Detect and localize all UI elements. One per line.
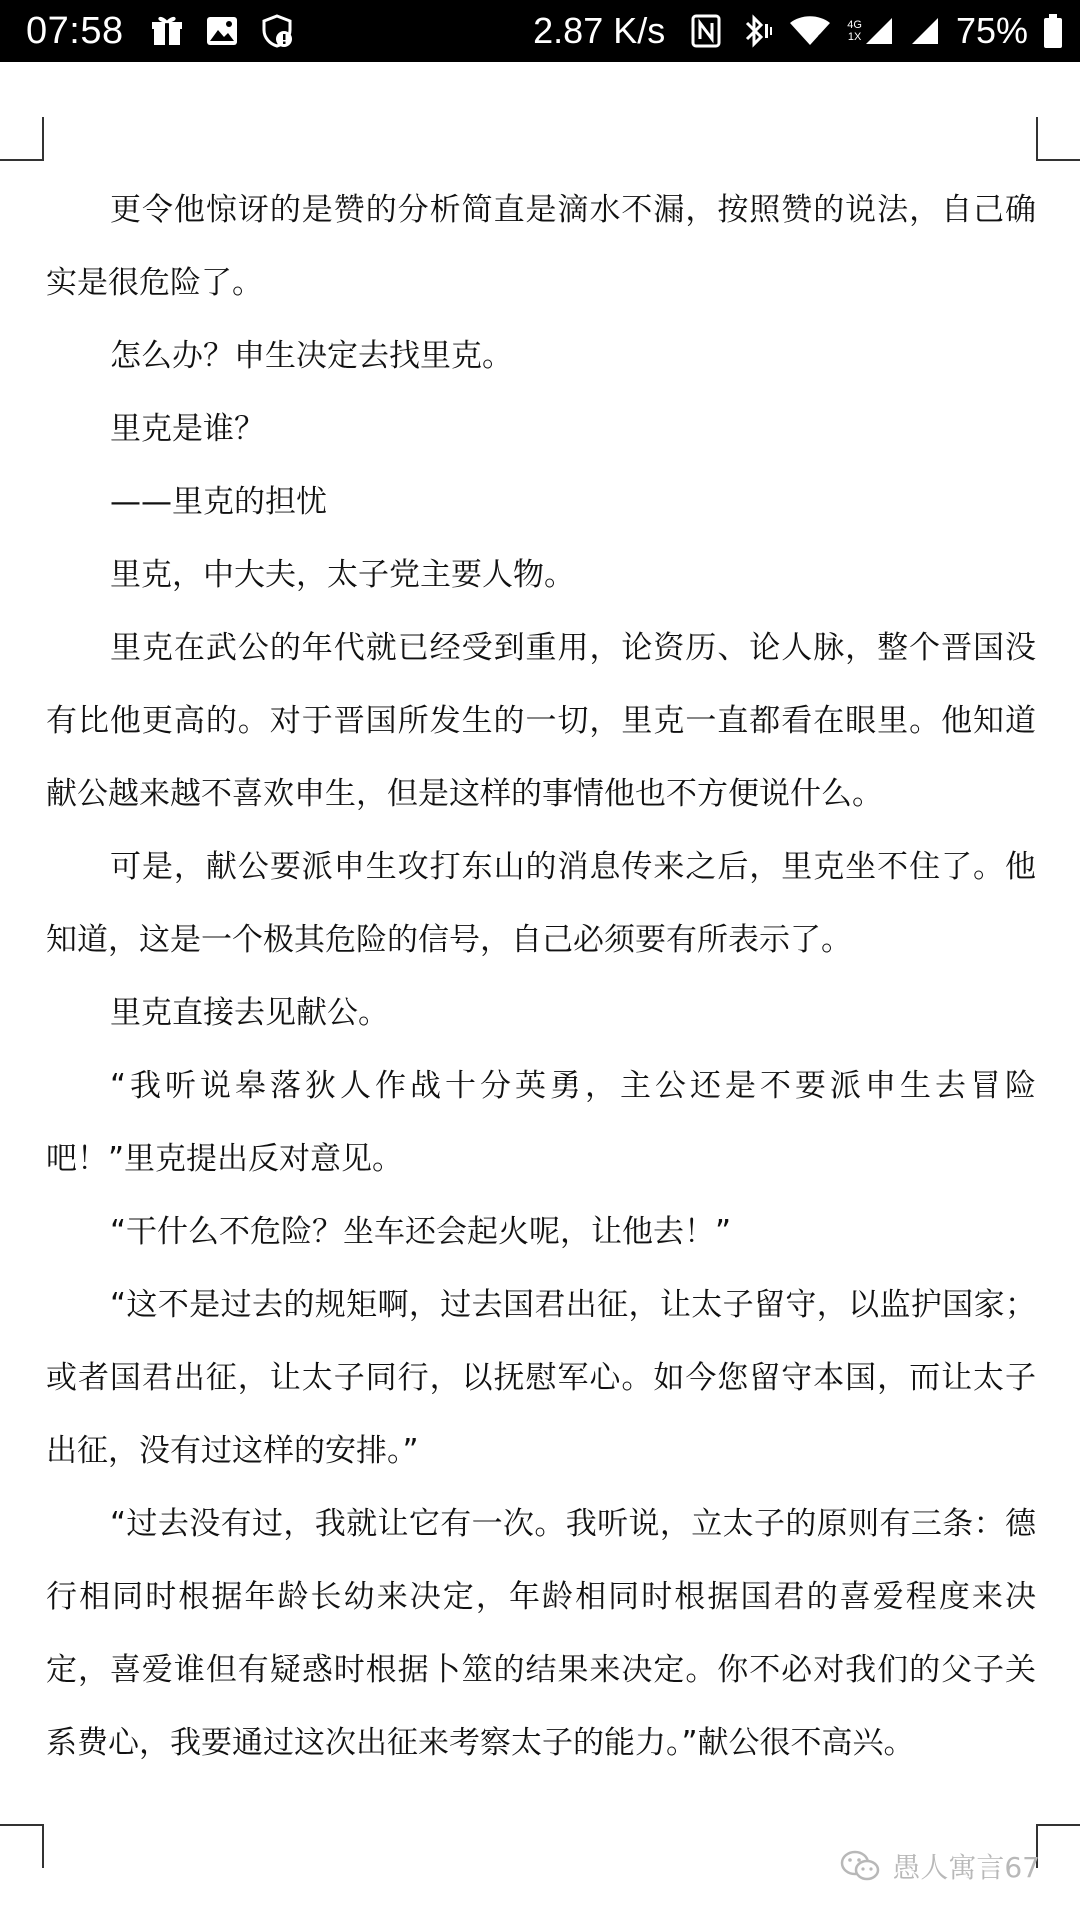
gift-box-icon: [150, 14, 184, 48]
article-body: [46, 174, 1036, 1780]
document-page[interactable]: [0, 62, 1080, 1920]
notification-icons: [150, 14, 294, 48]
mobile-signal-icon: [847, 16, 894, 46]
battery-icon: [1044, 14, 1062, 48]
network-type-top: 4G: [847, 19, 862, 31]
paragraph: “过去没有过，我就让它有一次。我听说，立太子的原则有三条：德行相同时根据年龄长幼来决定，年龄相同时根据国君的喜爱程度来决定，喜爱谁但有疑惑时根据卜筮的结果来决定。你不必对我们的父子关系费心，我要通过这次出征来考察太子的能力。”献公很不高兴。: [46, 1506, 1036, 1761]
network-type-bottom: 1X: [847, 31, 862, 43]
paragraph: 更令他惊讶的是赞的分析简直是滴水不漏，按照赞的说法，自己确实是很危险了。: [46, 192, 1036, 301]
paragraph: “我听说皋落狄人作战十分英勇，主公还是不要派申生去冒险吧！”里克提出反对意见。: [46, 1068, 1036, 1177]
paragraph: 里克是谁？: [110, 411, 265, 447]
wifi-icon: [789, 15, 831, 47]
paragraph: “这不是过去的规矩啊，过去国君出征，让太子留守，以监护国家；或者国君出征，让太子同行，以抚慰军心。如今您留守本国，而让太子出征，没有过这样的安排。”: [46, 1287, 1036, 1469]
shield-alert-icon: [260, 14, 294, 48]
crop-mark-top-right: [1036, 117, 1080, 161]
paragraph: “干什么不危险？坐车还会起火呢，让他去！”: [110, 1214, 732, 1250]
network-speed: 2.87 K/s: [533, 10, 666, 51]
paragraph: 怎么办？申生决定去找里克。: [110, 338, 513, 374]
paragraph: 里克直接去见献公。: [110, 995, 389, 1031]
paragraph: 可是，献公要派申生攻打东山的消息传来之后，里克坐不住了。他知道，这是一个极其危险的信号，自己必须要有所表示了。: [46, 849, 1036, 958]
paragraph: 里克，中大夫，太子党主要人物。: [110, 557, 575, 593]
watermark-text: 愚人寓言67: [892, 1851, 1040, 1884]
section-heading: ——里克的担忧: [110, 484, 327, 520]
wechat-icon: [840, 1849, 880, 1883]
battery-percentage: 75%: [955, 10, 1028, 51]
status-time: 07:58: [26, 9, 124, 52]
crop-mark-bottom-right: [1036, 1824, 1080, 1868]
paragraph: 里克在武公的年代就已经受到重用，论资历、论人脉，整个晋国没有比他更高的。对于晋国所发生的一切，里克一直都看在眼里。他知道献公越来越不喜欢申生，但是这样的事情他也不方便说什么。: [46, 630, 1036, 812]
bluetooth-vibrate-icon: [737, 14, 773, 48]
status-bar: [0, 0, 1080, 62]
crop-mark-top-left: [0, 117, 44, 161]
image-icon: [206, 16, 238, 46]
crop-mark-bottom-left: [0, 1824, 44, 1868]
watermark: [840, 1846, 1040, 1886]
system-indicators: [533, 10, 1062, 52]
signal-strength-icon: [910, 16, 940, 46]
nfc-icon: [691, 14, 721, 48]
